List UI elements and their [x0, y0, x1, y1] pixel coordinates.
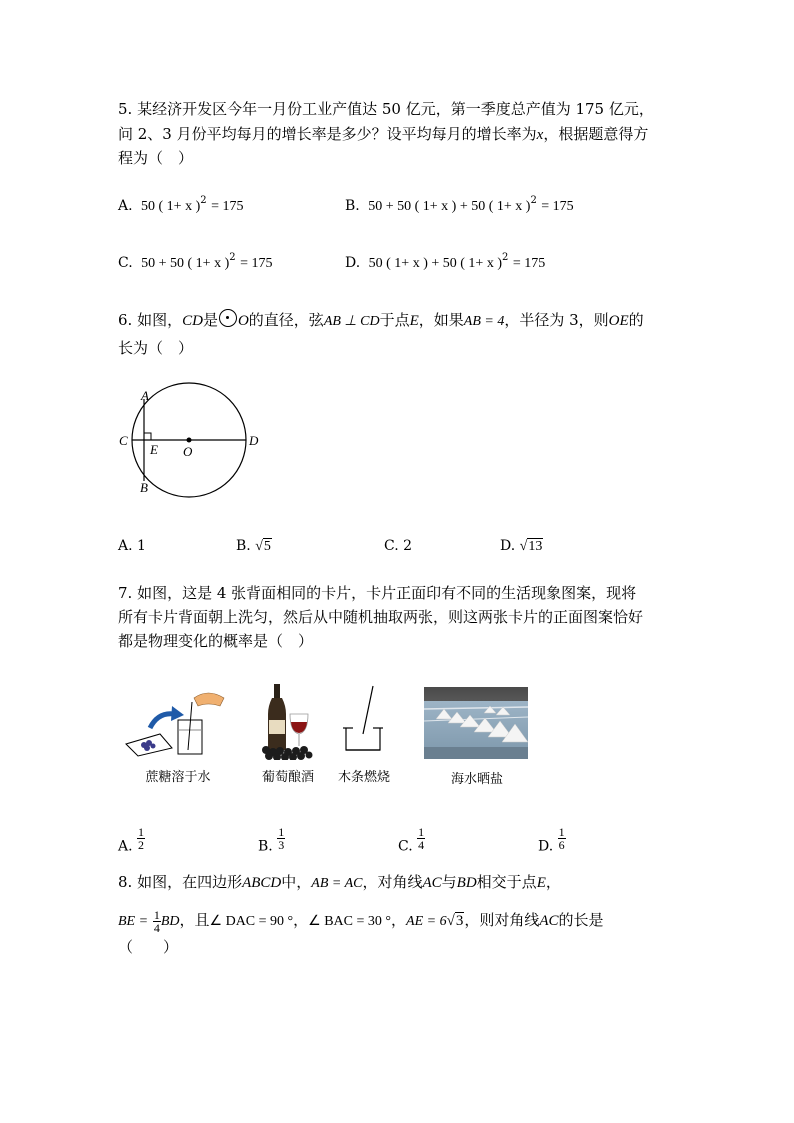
q6-option-c: C. 2: [384, 538, 413, 554]
option-expression: = 175: [240, 256, 273, 271]
q8-text: ，: [293, 911, 309, 929]
q5-line-2: [118, 124, 648, 145]
point-e: E: [536, 875, 546, 891]
sugar-dissolving-image: [122, 690, 228, 760]
q6-line-2: 长为（ ）: [118, 339, 194, 357]
angle-bac: ∠ BAC = 30 °: [308, 914, 391, 929]
q5-option-a: [118, 196, 243, 218]
q6-text: 是: [202, 311, 218, 329]
q6-text: ，半径为 3，则: [504, 311, 609, 329]
denominator: 4: [153, 920, 160, 935]
label-c: C: [119, 433, 128, 448]
q7-option-a: [118, 826, 145, 857]
q6-text: 6. 如图，: [118, 311, 183, 329]
q5-option-c: [118, 253, 272, 275]
label-o: O: [183, 444, 193, 459]
numerator: 1: [278, 825, 285, 839]
q6-text: ，如果: [418, 311, 464, 329]
option-label: B.: [236, 538, 251, 554]
card-caption: 蔗糖溶于水: [145, 770, 211, 785]
fraction: [417, 826, 425, 851]
q6-text: 的直径，弦: [248, 311, 324, 329]
q8-line-2: [118, 906, 604, 936]
label-d: D: [249, 433, 259, 448]
q8-text: ，且: [179, 911, 210, 929]
numerator: 1: [153, 907, 160, 922]
option-label: B.: [345, 198, 360, 214]
be-expression: BE =: [118, 914, 149, 929]
option-expression: = 175: [211, 199, 244, 214]
quadrilateral-name: ABCD: [242, 875, 282, 891]
q7-option-b: [258, 826, 285, 857]
option-expression: 50 + 50 ( 1+ x ): [141, 256, 230, 271]
exponent: 2: [530, 195, 537, 206]
label-a: A: [141, 388, 149, 403]
q5-option-b: [345, 196, 574, 218]
q8-text: 8. 如图，在四边形: [118, 873, 243, 891]
denominator: 2: [138, 838, 145, 852]
segment-bd: BD: [160, 914, 180, 929]
option-label: A.: [118, 838, 133, 855]
center-point: [187, 438, 192, 443]
segment-cd: CD: [182, 313, 203, 329]
q8-text: 相交于点: [476, 873, 537, 891]
q5-text: ，根据题意得方: [543, 125, 649, 143]
q6-text: 于点: [379, 311, 410, 329]
option-label: C.: [118, 255, 133, 271]
exponent: 2: [501, 252, 509, 263]
option-expression: 50 + 50 ( 1+ x ) + 50 ( 1+ x ): [368, 199, 531, 214]
q8-text: 的长是: [558, 911, 604, 929]
option-label: D.: [500, 538, 516, 554]
fraction: [153, 909, 161, 934]
burning-stick-image: [338, 684, 388, 760]
label-b: B: [140, 480, 148, 495]
option-label: A.: [118, 198, 133, 214]
numerator: 1: [418, 825, 425, 839]
point-e: E: [409, 313, 419, 329]
q7-line-2: 所有卡片背面朝上洗匀，然后从中随机抽取两张，则这两张卡片的正面图案恰好: [118, 608, 644, 626]
grape-wine-image: [258, 684, 320, 760]
exponent: 2: [200, 195, 207, 206]
circle-name: O: [237, 313, 249, 329]
q8-text: ，: [391, 911, 407, 929]
option-expression: = 175: [512, 256, 546, 271]
right-angle-mark: [144, 433, 151, 440]
q5-line-1: 5. 某经济开发区今年一月份工业产值达 50 亿元，第一季度总产值为 175 亿元，: [118, 100, 654, 118]
q8-text: 中，: [281, 873, 312, 891]
segment-ac: AC: [539, 913, 559, 929]
option-label: C.: [398, 838, 413, 855]
denominator: 3: [278, 838, 285, 852]
ab-ac-equation: AB = AC: [311, 876, 363, 891]
q8-line-1: [118, 872, 561, 894]
segment-oe: OE: [608, 313, 629, 329]
fraction: [137, 826, 145, 851]
q6-option-a: A. 1: [118, 538, 146, 554]
sea-salt-image: [424, 687, 528, 759]
segment-ac: AC: [422, 875, 442, 891]
q6-text: 的: [628, 311, 644, 329]
ae-expression: AE = 6: [406, 914, 447, 929]
sqrt-expression: √13: [519, 539, 543, 554]
q8-text: ，: [545, 873, 561, 891]
q5-text: 问 2、3 月份平均每月的增长率是多少？设平均每月的增长率为: [118, 125, 537, 143]
card-caption: 木条燃烧: [337, 770, 390, 785]
option-label: D.: [345, 255, 361, 271]
q6-line-1: [118, 309, 644, 332]
card-caption: 海水晒盐: [450, 772, 503, 787]
perpendicular-expression: AB ⊥ CD: [323, 314, 380, 329]
radicand: 3: [455, 913, 464, 929]
q8-text: ，对角线: [362, 873, 423, 891]
ab-equation: AB = 4: [463, 314, 505, 329]
circle-diagram: [110, 378, 270, 508]
denominator: 6: [558, 838, 565, 852]
fraction: [558, 826, 566, 851]
q6-option-b: [236, 536, 272, 557]
angle-dac: ∠ DAC = 90 °: [209, 914, 294, 929]
radicand: 5: [263, 539, 271, 554]
numerator: 1: [558, 825, 565, 839]
q7-line-1: 7. 如图，这是 4 张背面相同的卡片，卡片正面印有不同的生活现象图案，现将: [118, 584, 637, 602]
numerator: 1: [138, 825, 145, 839]
q7-option-c: [398, 826, 425, 857]
option-label: D.: [538, 838, 554, 855]
card-caption: 葡萄酿酒: [261, 770, 314, 785]
label-e: E: [150, 442, 158, 457]
q6-option-d: [500, 536, 543, 557]
q7-option-d: [538, 826, 566, 857]
var-x: x: [536, 127, 544, 143]
fraction: [277, 826, 285, 851]
q7-line-3: 都是物理变化的概率是（ ）: [118, 632, 314, 650]
q5-option-d: [345, 253, 545, 275]
option-label: B.: [258, 838, 273, 855]
sqrt-expression: √5: [255, 539, 271, 554]
q5-line-3: 程为（ ）: [118, 149, 194, 167]
q8-text: ，则对角线: [464, 911, 540, 929]
option-expression: 50 ( 1+ x ) + 50 ( 1+ x ): [368, 256, 502, 271]
option-expression: 50 ( 1+ x ): [141, 199, 201, 214]
circle-symbol-icon: [219, 309, 237, 327]
segment-bd: BD: [456, 875, 477, 891]
denominator: 4: [418, 838, 425, 852]
option-expression: = 175: [541, 199, 574, 214]
radicand: 13: [528, 539, 543, 554]
q8-text: 与: [441, 873, 457, 891]
q8-line-3: （ ）: [118, 938, 179, 956]
exponent: 2: [229, 252, 236, 263]
sqrt-expression: √3: [446, 913, 464, 929]
